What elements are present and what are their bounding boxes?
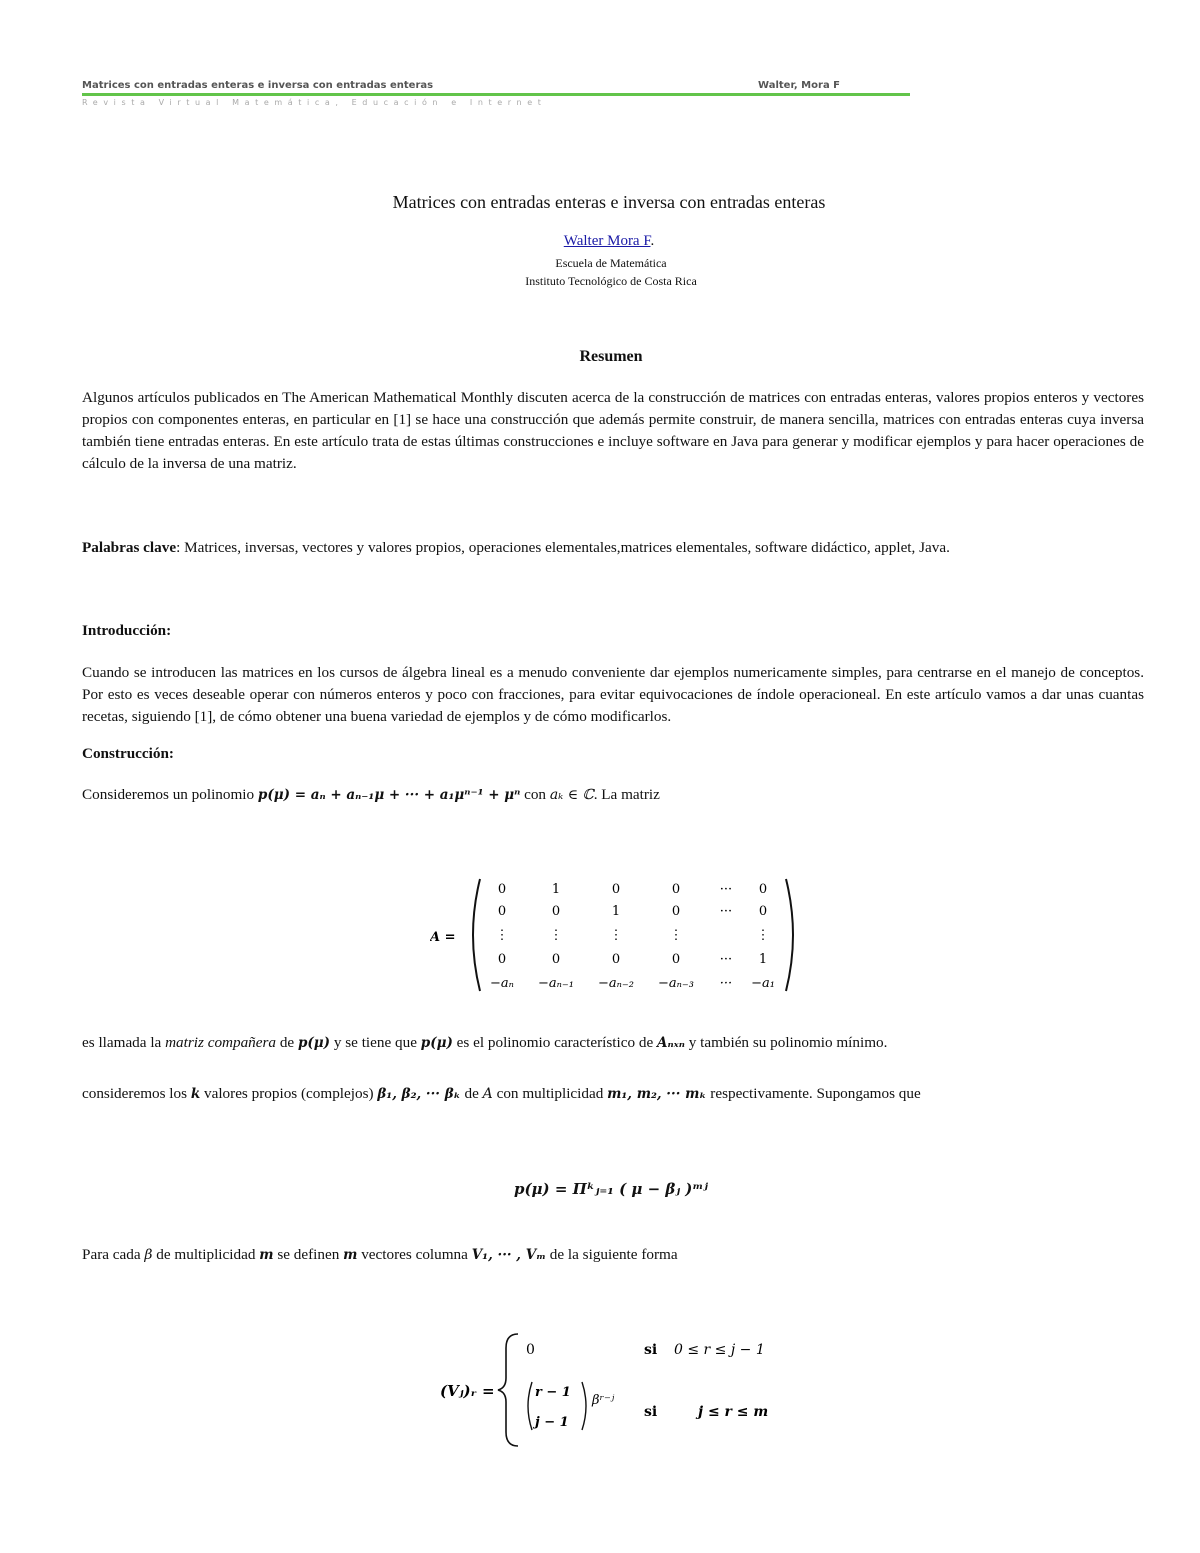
- matrix-svg: [430, 875, 810, 995]
- author-link[interactable]: Walter Mora F: [563, 233, 651, 249]
- vj-definition: [440, 1330, 800, 1450]
- abstract-heading: Resumen: [579, 348, 643, 365]
- companion-term: matriz compañera: [165, 1034, 277, 1051]
- matrix-entry: 0: [671, 882, 681, 897]
- polynomial-line: [82, 786, 660, 804]
- case1-value: 0: [526, 1342, 535, 1358]
- matrix-symbol: A: [482, 1086, 493, 1102]
- text-fragment: respectivamente. Supongamos que: [706, 1085, 921, 1102]
- matrix-entry: 0: [551, 904, 561, 919]
- left-paren: [473, 879, 480, 991]
- vj-svg: [440, 1330, 800, 1450]
- matrix-entry: 0: [497, 904, 507, 919]
- matrix-entry: 1: [611, 904, 621, 919]
- vj-label: (Vⱼ)ᵣ =: [440, 1382, 495, 1400]
- left-brace: [498, 1334, 518, 1446]
- matrix-entry: 0: [551, 952, 561, 967]
- case2-si: si: [644, 1404, 658, 1420]
- matrix-entry: 0: [758, 904, 768, 919]
- author-line: [0, 233, 1200, 250]
- matrix-entry: ···: [719, 882, 733, 897]
- text-fragment: de la siguiente forma: [546, 1246, 678, 1263]
- paper-title: Matrices con entradas enteras e inversa con entradas enteras: [392, 192, 826, 212]
- beta-symbol: β: [144, 1247, 153, 1263]
- matrix-entry: −aₙ₋₁: [538, 976, 574, 991]
- matrix-entry: ⋮: [549, 928, 563, 943]
- header-journal: Revista Virtual Matemática, Educación e Internet: [82, 98, 547, 107]
- matrix-entry: 0: [671, 904, 681, 919]
- m-symbol: m: [259, 1247, 274, 1263]
- text-fragment: Para cada: [82, 1246, 145, 1263]
- text-fragment: . La matriz: [593, 786, 660, 803]
- header-rule: [82, 93, 910, 96]
- construction-heading: Construcción:: [82, 745, 174, 762]
- keywords-text: : Matrices, inversas, vectores y valores propios, operaciones elementales,matrices elementales, software didáctico, applet, Java.: [176, 539, 950, 556]
- matrix-cells: [490, 882, 775, 991]
- polynomial-formula: p(μ) = aₙ + aₙ₋₁μ + ··· + a₁μⁿ⁻¹ + μⁿ: [257, 787, 521, 803]
- case2-condition: j ≤ r ≤ m: [698, 1404, 769, 1420]
- intro-text: Cuando se introducen las matrices en los cursos de álgebra lineal es a menudo conveniente dar ejemplos numericamente simples, para centrarse en el manejo de conceptos. Por esto es veces deseable operar con números enteros y poco con fracciones, para evitar equivocaciones de índole operacioneal. En este artículo vamos a dar unas cuantas recetas, siguiendo [1], de cómo obtener una buena variedad de ejemplos y de cómo modificarlos.: [82, 664, 1144, 725]
- matrix-entry: ⋮: [669, 928, 683, 943]
- betas-formula: β₁, β₂, ··· βₖ: [377, 1086, 461, 1102]
- text-fragment: vectores columna: [357, 1246, 472, 1263]
- text-fragment: y se tiene que: [330, 1034, 421, 1051]
- author-suffix: .: [650, 233, 655, 249]
- running-header: [82, 80, 910, 107]
- text-fragment: con: [520, 786, 550, 803]
- poly-symbol: p(μ): [297, 1035, 331, 1051]
- matrix-entry: ⋮: [609, 928, 623, 943]
- matrix-entry: 1: [551, 882, 561, 897]
- binom-left-paren: [528, 1382, 532, 1430]
- text-fragment: con multiplicidad: [492, 1085, 608, 1102]
- k-symbol: k: [190, 1086, 201, 1102]
- keywords: [82, 537, 1144, 559]
- text-fragment: y también su polinomio mínimo.: [684, 1034, 888, 1051]
- right-paren: [786, 879, 793, 991]
- matrix-entry: ⋮: [495, 928, 509, 943]
- vectors-line: [82, 1246, 678, 1264]
- text-fragment: se definen: [273, 1246, 344, 1263]
- text-fragment: valores propios (complejos): [200, 1085, 378, 1102]
- companion-matrix: [430, 875, 810, 995]
- matrix-entry: 0: [758, 882, 768, 897]
- keywords-label: Palabras clave: [82, 539, 177, 556]
- beta-power: βʳ⁻ʲ: [592, 1393, 615, 1408]
- vectors-formula: V₁, ··· , Vₘ: [471, 1247, 546, 1263]
- affiliation-institute: Instituto Tecnológico de Costa Rica: [525, 274, 697, 288]
- matrix-entry: 0: [671, 952, 681, 967]
- product-expression: p(μ) = Πᵏⱼ₌₁ ( μ − βⱼ )ᵐʲ: [513, 1180, 709, 1198]
- matrix-entry: 0: [497, 952, 507, 967]
- matrix-entry: −aₙ₋₃: [658, 976, 694, 991]
- text-fragment: de: [276, 1034, 298, 1051]
- multiplicities-formula: m₁, m₂, ··· mₖ: [607, 1086, 707, 1102]
- matrix-entry: ⋮: [756, 928, 770, 943]
- matrix-entry: 1: [758, 952, 768, 967]
- text-fragment: es llamada la: [82, 1034, 166, 1051]
- text-fragment: de multiplicidad: [152, 1246, 260, 1263]
- matrix-entry: 0: [497, 882, 507, 897]
- text-fragment: Consideremos un polinomio: [82, 786, 258, 803]
- abstract-text: Algunos artículos publicados en The American Mathematical Monthly discuten acerca de la construcción de matrices con entradas enteras, valores propios enteros y vectores propios con componentes enteras, en particular en [1] se hace una construcción que además permite construir, de manera sencilla, matrices con entradas enteras cuya inversa también tiene entradas enteras. En este artículo trata de estas últimas construcciones e incluye software en Java para generar y modificar ejemplos y para hacer operaciones de cálculo de la inversa de una matriz.: [82, 389, 1144, 472]
- text-fragment: consideremos los: [82, 1085, 191, 1102]
- case1-si: si: [644, 1342, 658, 1358]
- matrix-entry: 0: [611, 882, 621, 897]
- companion-line: [82, 1034, 887, 1052]
- matrix-label: A =: [430, 930, 456, 945]
- eigenvalues-line: [82, 1085, 921, 1103]
- matrix-entry: −a₁: [751, 976, 775, 991]
- text-fragment: de: [460, 1085, 483, 1102]
- matrix-entry: ···: [719, 952, 733, 967]
- matrix-entry: −aₙ₋₂: [598, 976, 634, 991]
- intro-heading: Introducción:: [82, 622, 172, 639]
- matrix-entry: −aₙ: [490, 976, 514, 991]
- binom-bottom: j − 1: [535, 1415, 569, 1430]
- text-fragment: es el polinomio característico de: [452, 1034, 657, 1051]
- matrix-entry: ···: [719, 904, 733, 919]
- affiliation-school: Escuela de Matemática: [555, 256, 667, 270]
- matrix-entry: 0: [611, 952, 621, 967]
- case1-condition: 0 ≤ r ≤ j − 1: [674, 1342, 765, 1358]
- binom-top: r − 1: [535, 1385, 571, 1400]
- matrix-entry: ···: [719, 976, 733, 991]
- header-author: Walter, Mora F: [758, 80, 840, 91]
- m-symbol: m: [343, 1247, 358, 1263]
- coefficient-formula: aₖ ∈ ℂ: [549, 787, 594, 803]
- poly-symbol: p(μ): [420, 1035, 453, 1051]
- binom-right-paren: [582, 1382, 586, 1430]
- product-formula: [0, 1180, 1200, 1199]
- header-title: Matrices con entradas enteras e inversa con entradas enteras: [82, 80, 434, 91]
- matrix-symbol: Aₙₓₙ: [657, 1035, 685, 1051]
